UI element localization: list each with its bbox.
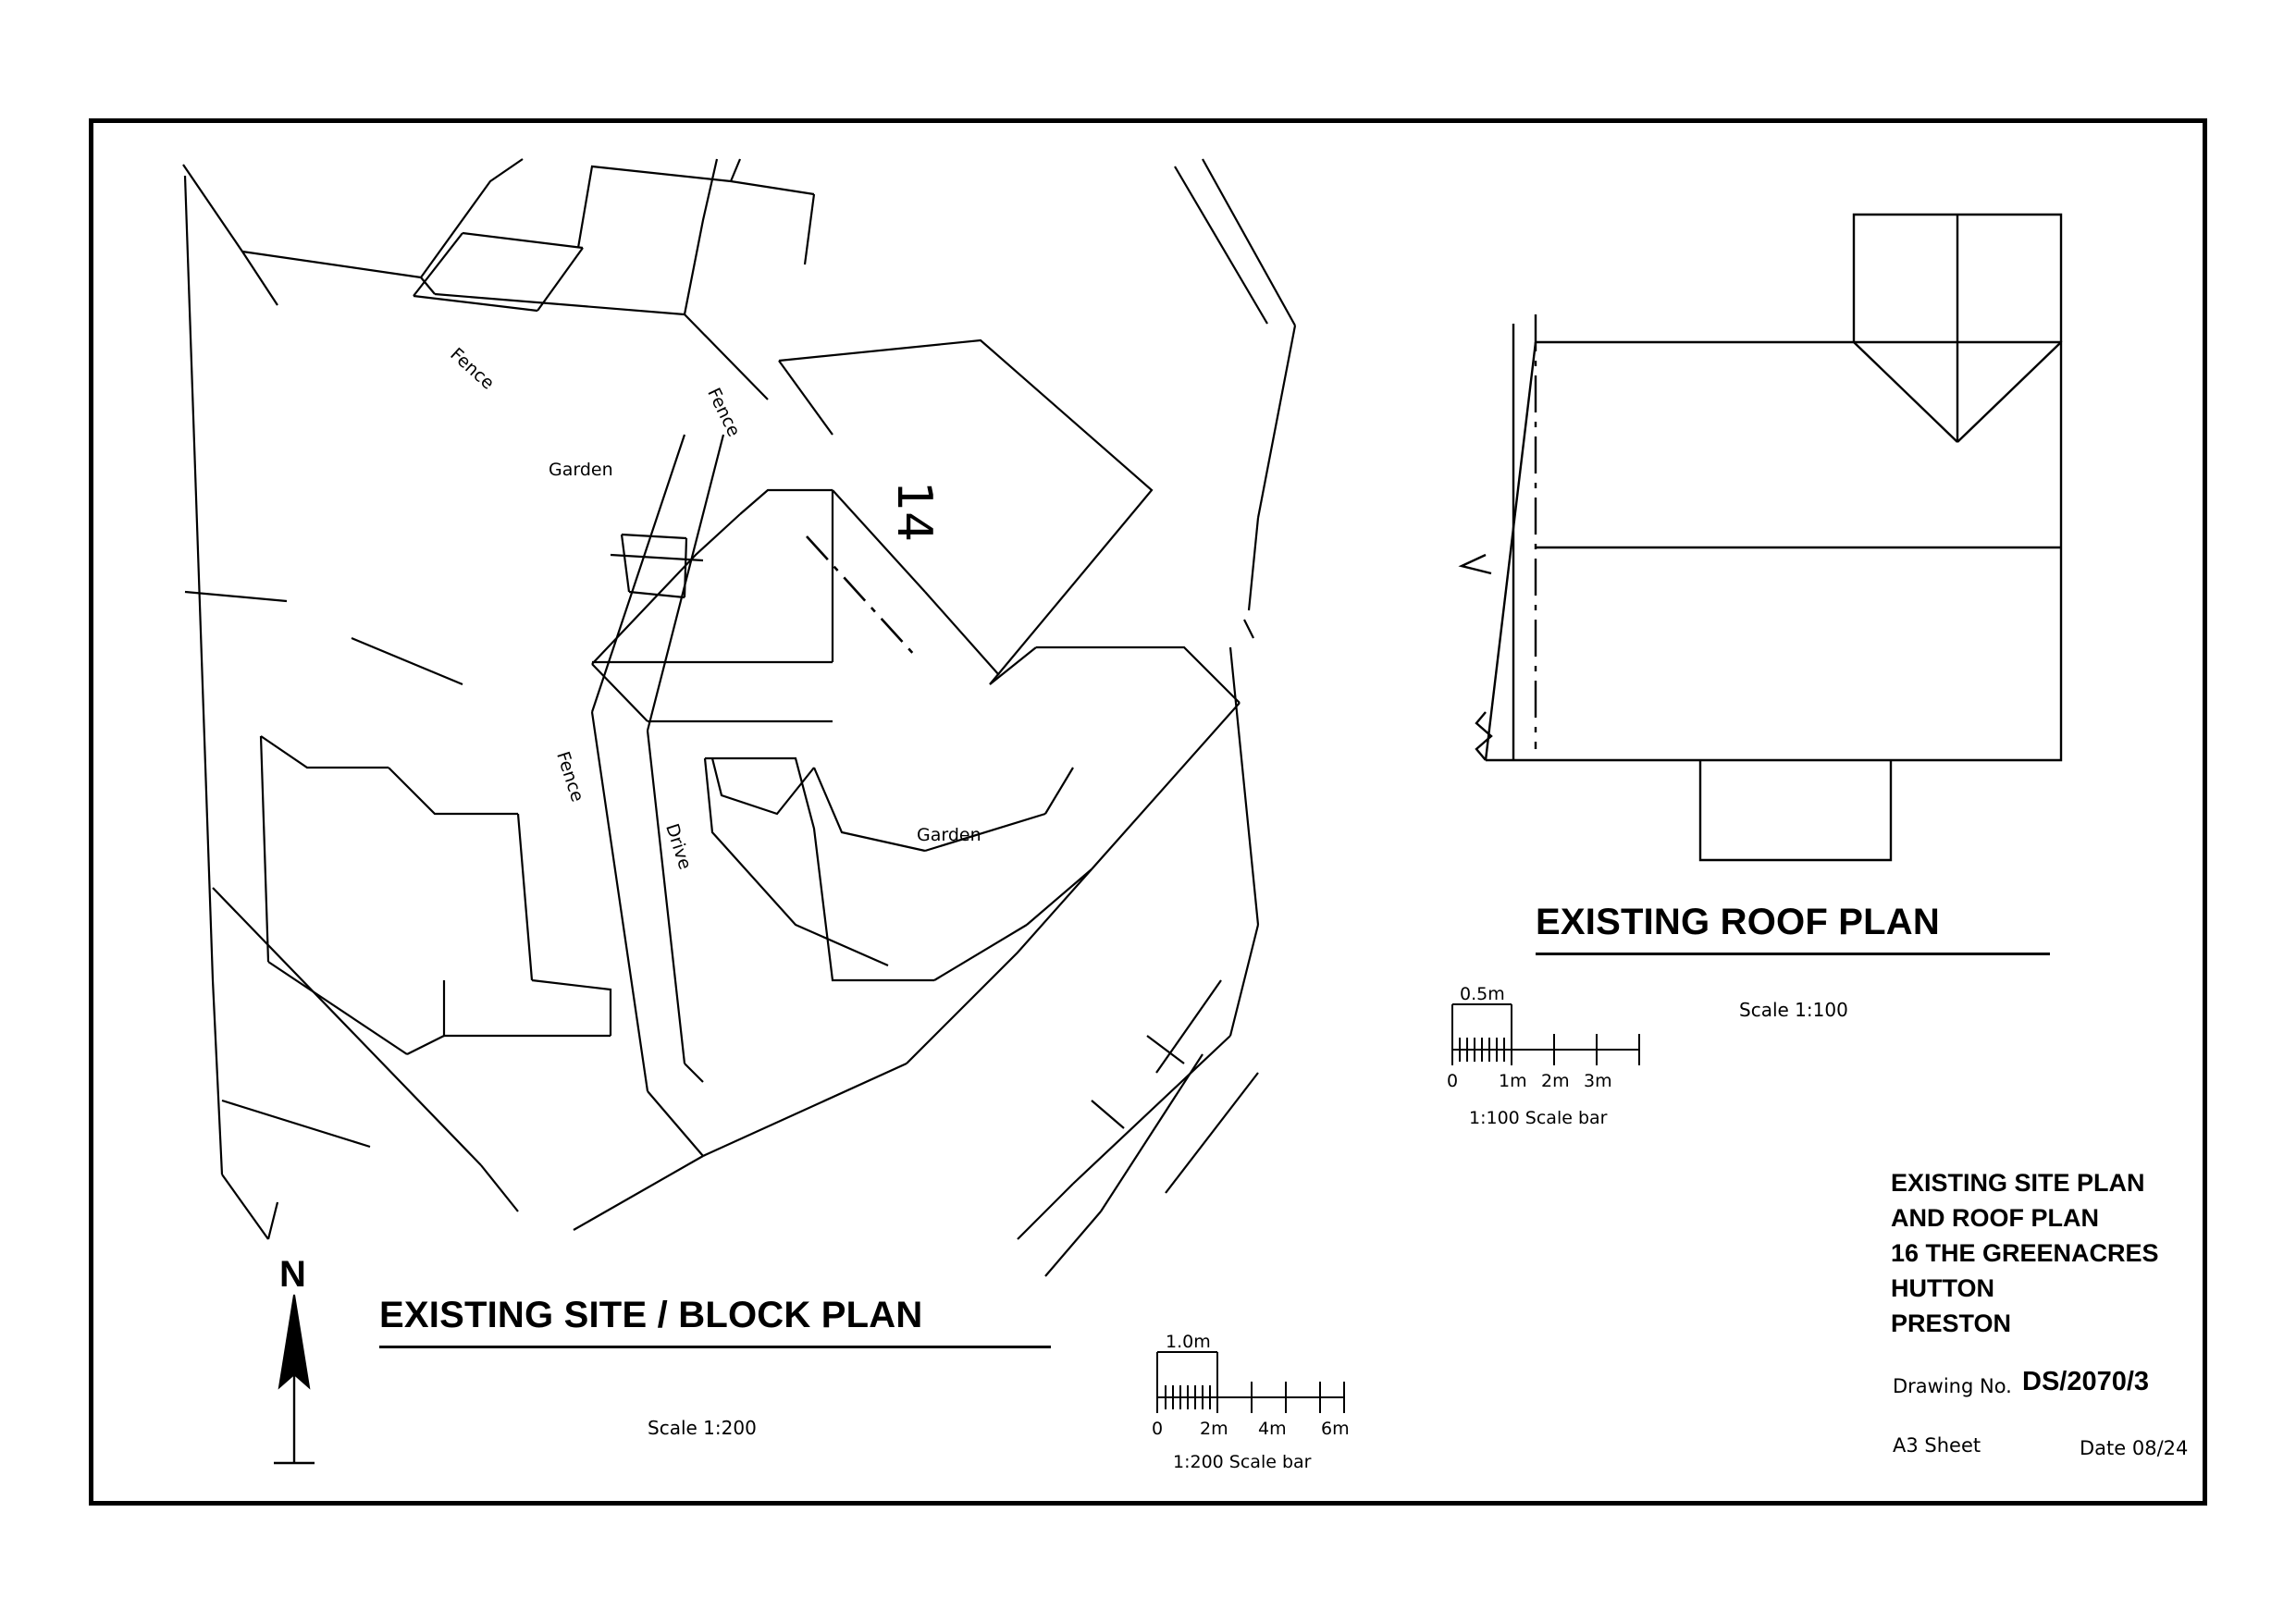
drawing-no-value: DS/2070/3 [2022,1367,2150,1396]
north-letter: N [279,1254,306,1295]
scalebar-200-tick-1: 2m [1200,1419,1228,1439]
scalebar-200-tick-2: 4m [1258,1419,1287,1439]
titleblock-line-4: HUTTON [1891,1274,1994,1302]
site-label-garden-lower: Garden [917,825,981,845]
scalebar-100-tick-3: 3m [1584,1071,1612,1091]
titleblock-line-2: AND ROOF PLAN [1891,1204,2099,1232]
site-plan-title: EXISTING SITE / BLOCK PLAN [379,1295,923,1335]
site-plan-scale: Scale 1:200 [648,1417,757,1439]
scalebar-100-tick-1: 1m [1499,1071,1527,1091]
scalebar-100-tick-2: 2m [1541,1071,1570,1091]
drawing-no-label: Drawing No. [1893,1375,2012,1397]
scalebar-200-tick-0: 0 [1152,1419,1164,1439]
roof-plan-title-underline [1536,953,2050,955]
scalebar-200-caption: 1:200 Scale bar [1173,1452,1312,1472]
scalebar-200-tick-3: 6m [1321,1419,1350,1439]
site-plan-title-underline [379,1346,1051,1348]
date-label: Date 08/24 [2080,1437,2189,1459]
site-label-fence-middle: Fence [703,385,745,440]
titleblock-line-1: EXISTING SITE PLAN [1891,1169,2145,1197]
site-label-fence-top-left: Fence [446,344,499,394]
roof-plan-title: EXISTING ROOF PLAN [1536,902,1940,942]
sheet-size-label: A3 Sheet [1893,1434,1981,1457]
scalebar-100-caption: 1:100 Scale bar [1469,1108,1608,1128]
titleblock-line-5: PRESTON [1891,1309,2012,1337]
site-label-plot-number: 14 [886,481,942,543]
scalebar-100-top-label: 0.5m [1460,984,1505,1004]
scalebar-100-tick-0: 0 [1447,1071,1459,1091]
site-label-fence-left: Fence [552,749,588,805]
site-label-garden-upper: Garden [549,460,613,480]
scalebar-200-top-label: 1.0m [1166,1332,1211,1352]
titleblock-line-3: 16 THE GREENACRES [1891,1239,2159,1267]
site-label-drive: Drive [661,821,696,872]
roof-plan-scale: Scale 1:100 [1739,999,1848,1021]
